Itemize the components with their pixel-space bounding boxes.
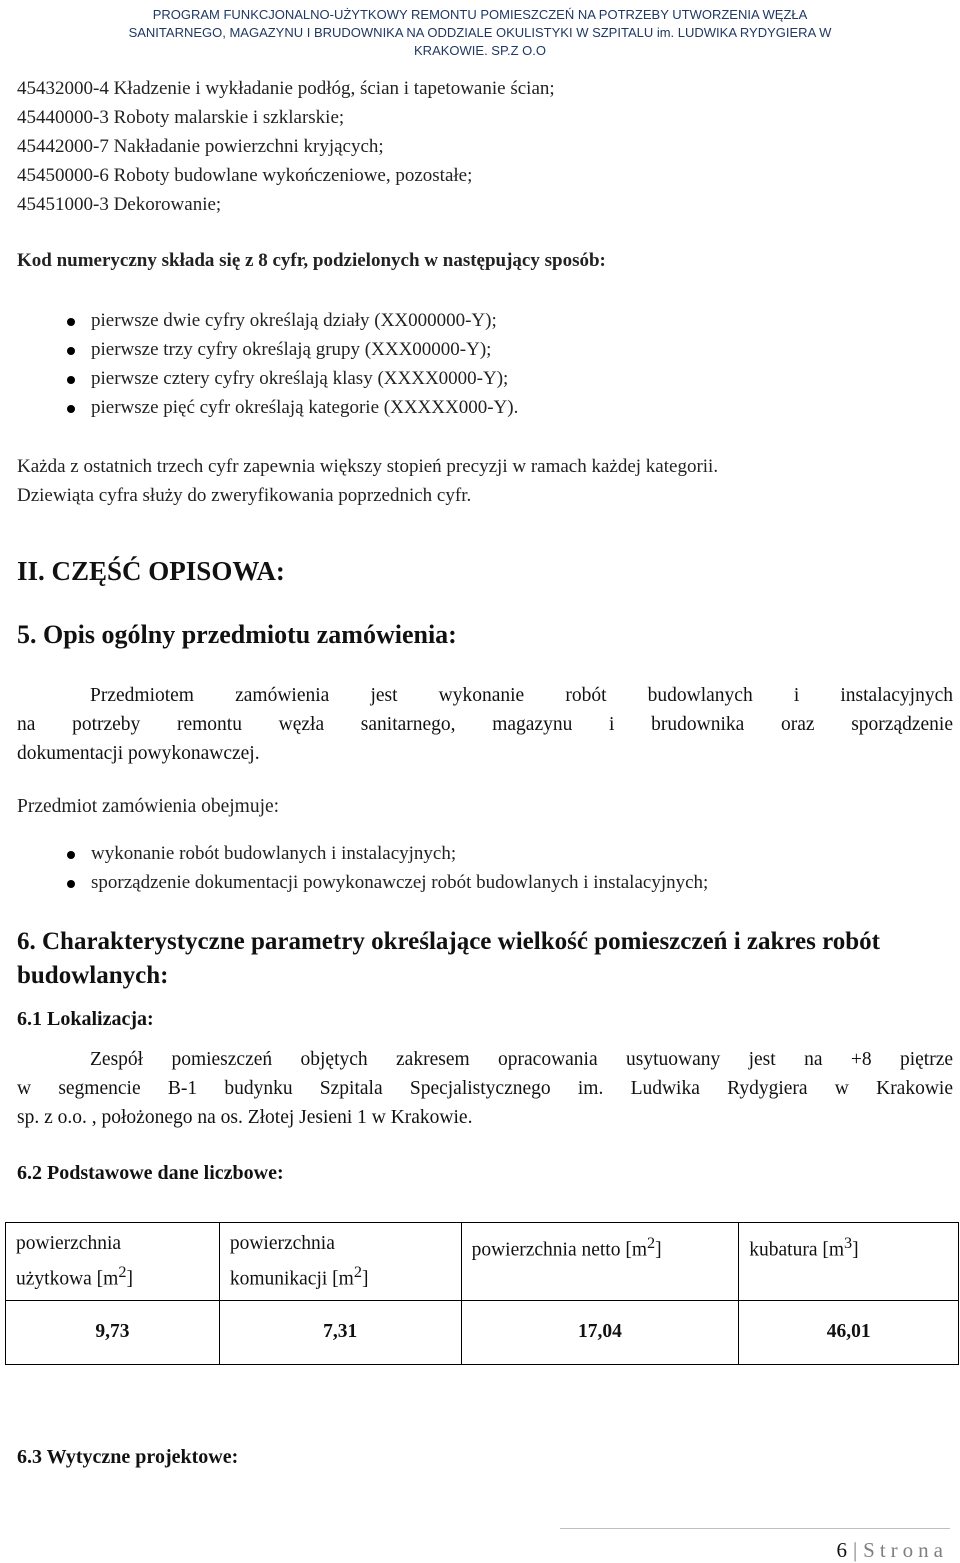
footer-separator: |	[852, 1538, 858, 1562]
bullet-icon	[67, 880, 75, 888]
header-text: powierzchnia	[16, 1233, 122, 1254]
unit-exponent: 2	[647, 1234, 656, 1252]
scope-intro: Przedmiot zamówienia obejmuje:	[17, 796, 280, 817]
section-6-1-heading: 6.1 Lokalizacja:	[17, 1008, 154, 1030]
paragraph-line: Przedmiotem zamówienia jest wykonanie robót budowlanych i instalacyjnych	[90, 685, 953, 706]
bullet-icon	[67, 405, 75, 413]
header-text: powierzchnia	[229, 1233, 335, 1254]
section-5-paragraph	[17, 681, 953, 768]
table-cell: 17,04	[461, 1300, 739, 1364]
header-text: ]	[852, 1239, 859, 1261]
precision-line: Dziewiąta cyfra służy do zweryfikowania poprzednich cyfr.	[17, 485, 472, 506]
list-item-text: pierwsze dwie cyfry określają działy (XX000000-Y);	[91, 310, 497, 331]
cpv-code-item: 45451000-3 Dekorowanie;	[17, 194, 222, 215]
section-title: II. CZĘŚĆ OPISOWA:	[17, 556, 285, 586]
paragraph-line: dokumentacji powykonawczej.	[17, 743, 260, 764]
cpv-code-item: 45442000-7 Nakładanie powierzchni kryjących;	[17, 136, 384, 157]
unit-exponent: 2	[353, 1263, 362, 1281]
list-item-text: wykonanie robót budowlanych i instalacyjnych;	[91, 843, 457, 864]
list-item	[17, 335, 947, 364]
list-item	[17, 839, 947, 868]
list-item-text: pierwsze trzy cyfry określają grupy (XXX00000-Y);	[91, 339, 492, 360]
paragraph-line: Zespół pomieszczeń objętych zakresem opracowania usytuowany jest na +8 piętrze	[90, 1049, 953, 1070]
header-line-3: KRAKOWIE. SP.Z O.O	[414, 43, 546, 58]
bullet-icon	[67, 851, 75, 859]
list-item	[17, 306, 947, 335]
area-data-table	[5, 1222, 959, 1365]
cpv-code-item: 45450000-6 Roboty budowlane wykończeniowe, pozostałe;	[17, 165, 473, 186]
list-item-text: pierwsze cztery cyfry określają klasy (XXXX0000-Y);	[91, 368, 509, 389]
header-line-1: PROGRAM FUNKCJONALNO-UŻYTKOWY REMONTU POMIESZCZEŃ NA POTRZEBY UTWORZENIA WĘZŁA	[152, 7, 808, 22]
unit-exponent: 2	[118, 1263, 127, 1281]
header-text: ]	[361, 1268, 369, 1290]
footer-divider	[560, 1528, 950, 1529]
bullet-icon	[67, 376, 75, 384]
bullet-icon	[67, 318, 75, 326]
list-item-text: pierwsze pięć cyfr określają kategorie (XXXXX000-Y).	[91, 397, 519, 418]
header-text: ]	[126, 1268, 133, 1290]
header-line-2: SANITARNEGO, MAGAZYNU I BRUDOWNIKA NA ODDZIALE OKULISTYKI W SZPITALU im. LUDWIKA RYDYGIERA W	[128, 25, 832, 40]
cpv-code-item: 45440000-3 Roboty malarskie i szklarskie;	[17, 107, 345, 128]
table-header-cell	[6, 1223, 220, 1301]
list-item	[17, 364, 947, 393]
header-text: ]	[655, 1239, 662, 1261]
list-item	[17, 868, 947, 897]
table-cell: 9,73	[6, 1300, 220, 1364]
page-label: Strona	[863, 1538, 948, 1562]
paragraph-line: w segmencie B-1 budynku Szpitala Specjalistycznego im. Ludwika Rydygiera w Krakowie	[17, 1078, 953, 1099]
list-item-text: sporządzenie dokumentacji powykonawczej robót budowlanych i instalacyjnych;	[91, 872, 709, 893]
header-text: komunikacji [m	[229, 1268, 354, 1290]
paragraph-line: na potrzeby remontu węzła sanitarnego, magazynu i brudownika oraz sporządzenie	[17, 714, 953, 735]
page-header	[0, 0, 960, 58]
paragraph-line: sp. z o.o. , położonego na os. Złotej Jesieni 1 w Krakowie.	[17, 1107, 473, 1128]
section-5-heading: 5. Opis ogólny przedmiotu zamówienia:	[17, 620, 457, 649]
header-text: użytkowa [m	[16, 1268, 119, 1290]
table-header-cell	[219, 1223, 461, 1301]
table-cell: 46,01	[739, 1300, 959, 1364]
table-header-cell	[739, 1223, 959, 1301]
section-6-heading: 6. Charakterystyczne parametry określające wielkość pomieszczeń i zakres robót budowlanych:	[17, 928, 881, 989]
scope-list	[17, 839, 947, 897]
code-structure-list	[17, 306, 947, 422]
section-6-1-paragraph	[17, 1045, 953, 1132]
section-6-2-heading: 6.2 Podstawowe dane liczbowe:	[17, 1162, 284, 1184]
bullet-icon	[67, 347, 75, 355]
list-item	[17, 393, 947, 422]
section-6-3-heading: 6.3 Wytyczne projektowe:	[17, 1446, 239, 1468]
code-structure-intro: Kod numeryczny składa się z 8 cyfr, podzielonych w następujący sposób:	[17, 250, 606, 271]
cpv-code-list	[17, 74, 947, 219]
cpv-code-item: 45432000-4 Kładzenie i wykładanie podłóg, ścian i tapetowanie ścian;	[17, 78, 555, 99]
precision-line: Każda z ostatnich trzech cyfr zapewnia większy stopień precyzji w ramach każdej kategorii.	[17, 456, 719, 477]
page-footer	[836, 1538, 948, 1563]
header-text: powierzchnia netto [m	[471, 1239, 647, 1261]
table-header-cell	[461, 1223, 739, 1301]
page-number: 6	[836, 1538, 847, 1562]
table-header-row	[6, 1223, 959, 1301]
unit-exponent: 3	[844, 1234, 853, 1252]
precision-note	[17, 452, 947, 510]
table-row	[6, 1300, 959, 1364]
header-text: kubatura [m	[749, 1239, 845, 1261]
table-cell: 7,31	[219, 1300, 461, 1364]
